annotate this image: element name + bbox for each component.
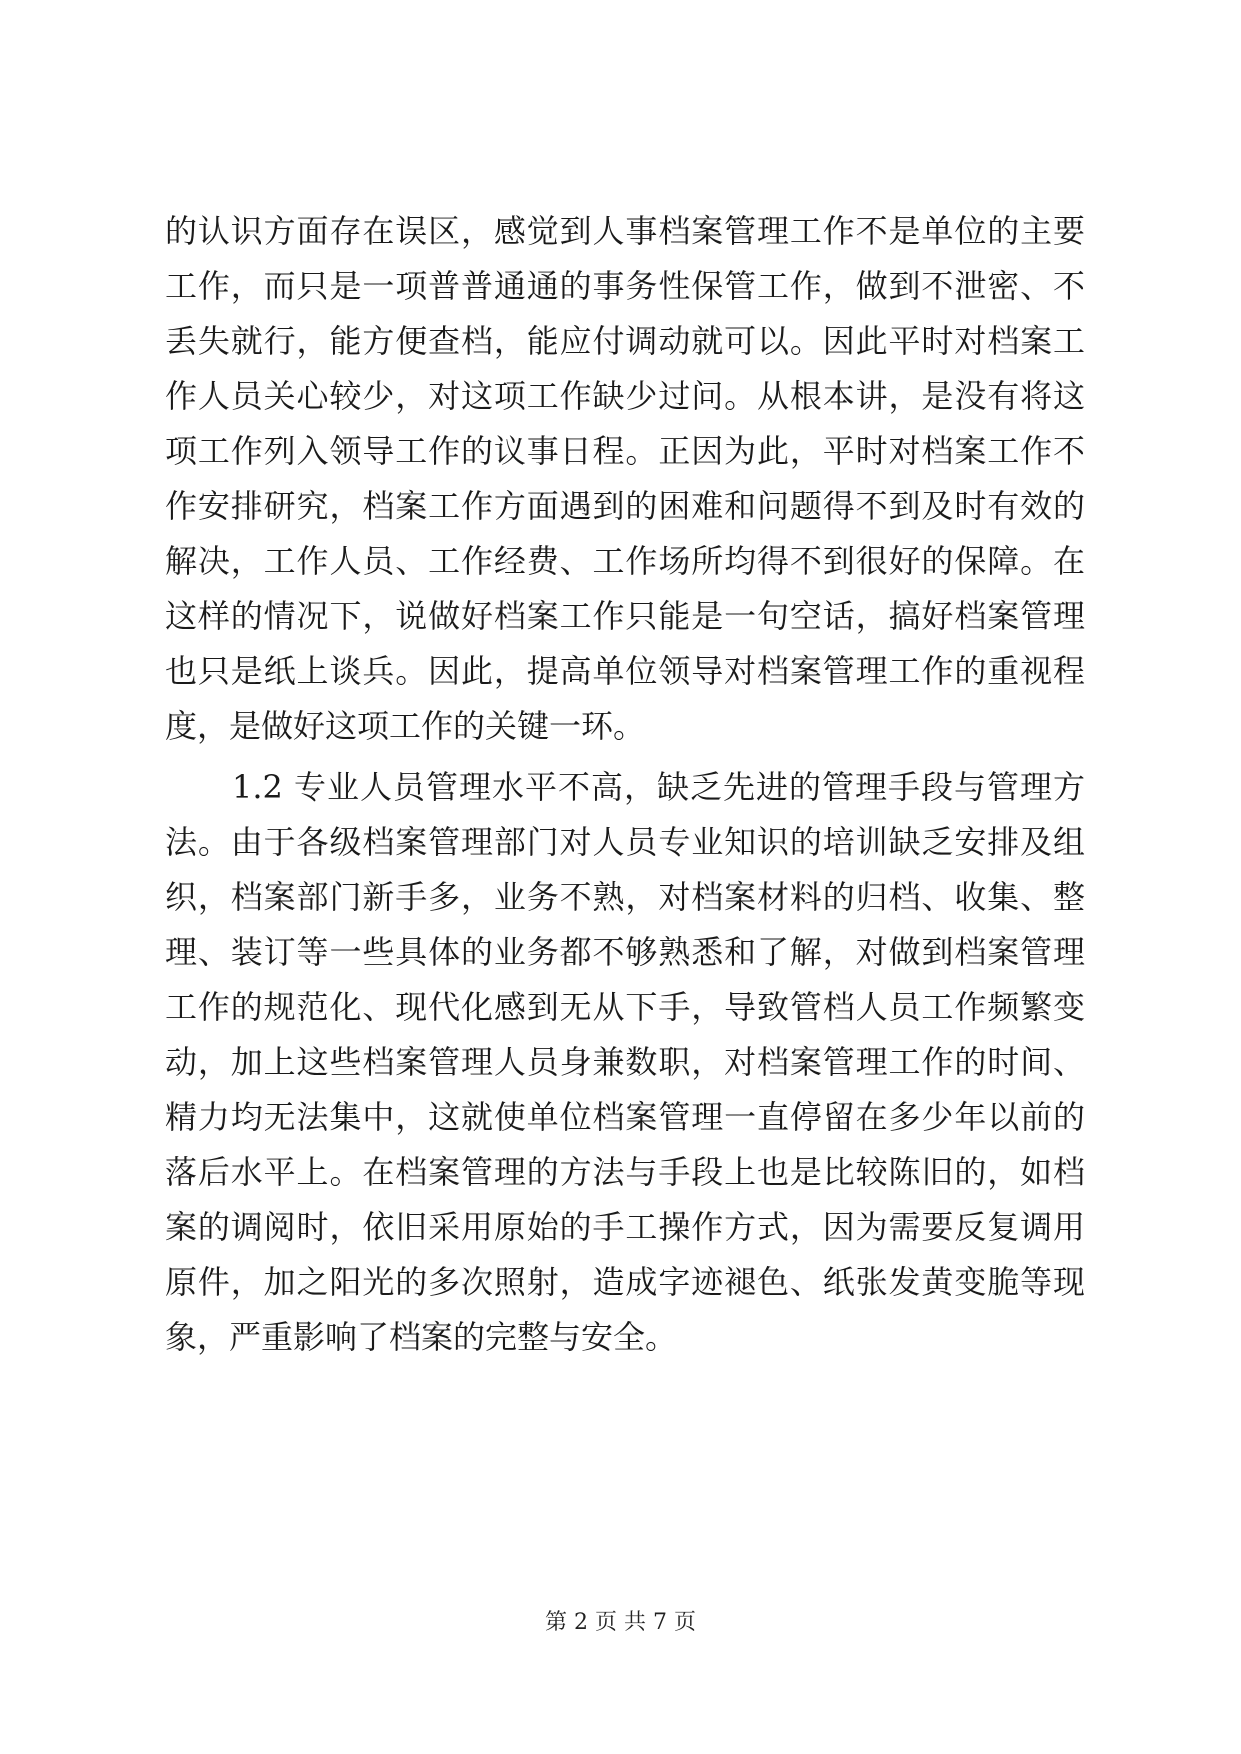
text-line: 项工作列入领导工作的议事日程。正因为此，平时对档案工作不 bbox=[165, 432, 1085, 470]
text-line: 也只是纸上谈兵。因此，提高单位领导对档案管理工作的重视程 bbox=[165, 652, 1085, 690]
text-line: 原件，加之阳光的多次照射，造成字迹褪色、纸张发黄变脆等现 bbox=[165, 1263, 1085, 1301]
text-line: 工作的规范化、现代化感到无从下手，导致管档人员工作频繁变 bbox=[165, 988, 1085, 1026]
text-line: 动，加上这些档案管理人员身兼数职，对档案管理工作的时间、 bbox=[165, 1043, 1085, 1081]
text-line: 作安排研究，档案工作方面遇到的困难和问题得不到及时有效的 bbox=[165, 487, 1085, 525]
text-line: 案的调阅时，依旧采用原始的手工操作方式，因为需要反复调用 bbox=[165, 1208, 1085, 1246]
text-line: 解决，工作人员、工作经费、工作场所均得不到很好的保障。在 bbox=[165, 542, 1085, 580]
text-line: 1.2 专业人员管理水平不高，缺乏先进的管理手段与管理方 bbox=[232, 768, 1085, 806]
text-line: 象，严重影响了档案的完整与安全。 bbox=[165, 1318, 678, 1356]
text-line: 落后水平上。在档案管理的方法与手段上也是比较陈旧的，如档 bbox=[165, 1153, 1085, 1191]
text-line: 理、装订等一些具体的业务都不够熟悉和了解，对做到档案管理 bbox=[165, 933, 1085, 971]
text-line: 法。由于各级档案管理部门对人员专业知识的培训缺乏安排及组 bbox=[165, 823, 1085, 861]
text-line: 丢失就行，能方便查档，能应付调动就可以。因此平时对档案工 bbox=[165, 322, 1085, 360]
text-line: 作人员关心较少，对这项工作缺少过问。从根本讲，是没有将这 bbox=[165, 377, 1085, 415]
text-line: 精力均无法集中，这就使单位档案管理一直停留在多少年以前的 bbox=[165, 1098, 1085, 1136]
text-line: 工作，而只是一项普普通通的事务性保管工作，做到不泄密、不 bbox=[165, 267, 1085, 305]
text-line: 这样的情况下，说做好档案工作只能是一句空话，搞好档案管理 bbox=[165, 597, 1085, 635]
page-number-footer: 第 2 页 共 7 页 bbox=[545, 1610, 696, 1635]
text-line: 织，档案部门新手多，业务不熟，对档案材料的归档、收集、整 bbox=[165, 878, 1085, 916]
text-line: 的认识方面存在误区，感觉到人事档案管理工作不是单位的主要 bbox=[165, 212, 1085, 250]
text-line: 度，是做好这项工作的关键一环。 bbox=[165, 707, 646, 745]
